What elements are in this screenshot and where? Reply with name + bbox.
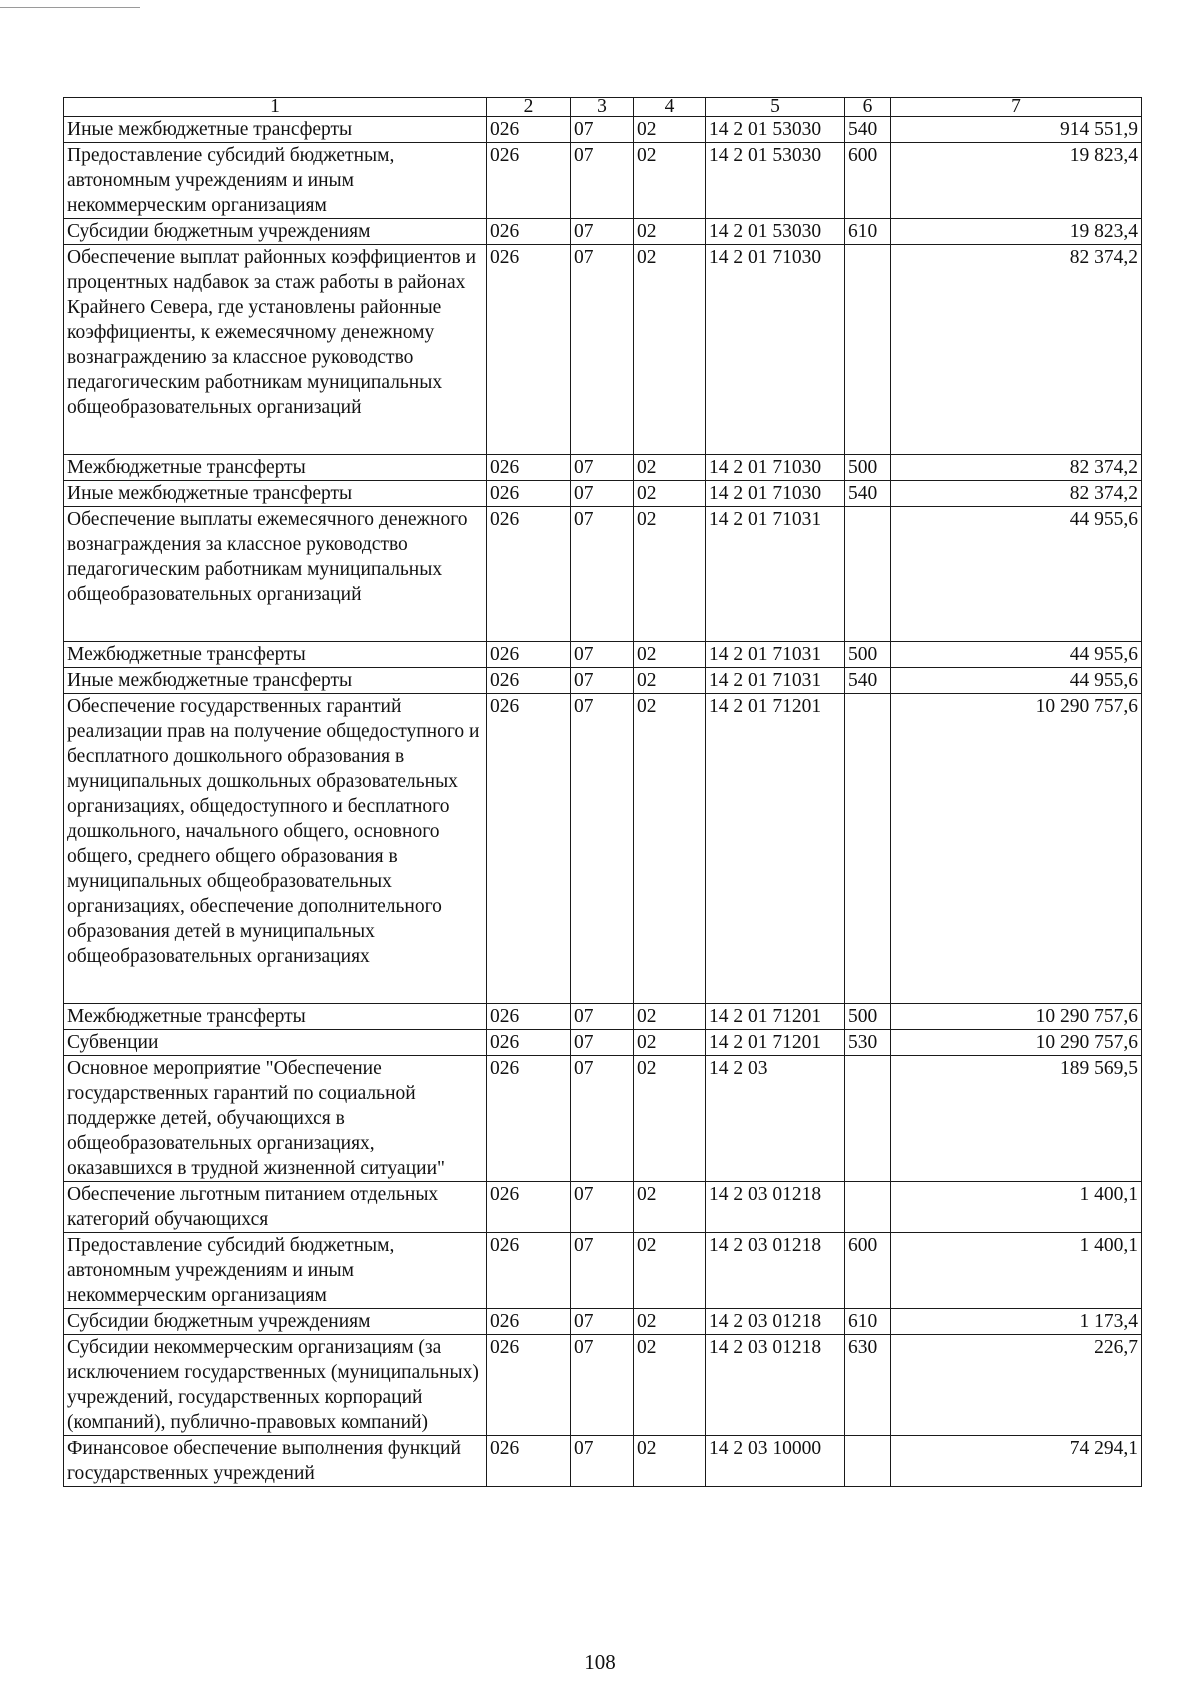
amount-cell: 44 955,6 xyxy=(891,507,1142,642)
amount-cell: 44 955,6 xyxy=(891,642,1142,668)
row-name-cell: Обеспечение выплат районных коэффициентов и процентных надбавок за стаж работы в районах Крайнего Севера, где установлены районные коэффициенты, к ежемесячному денежному вознаграждению за классное руководство педагогическим работникам муниципальных общеобразовательных организаций xyxy=(64,245,487,455)
amount-cell: 914 551,9 xyxy=(891,117,1142,143)
section-cell: 026 xyxy=(487,481,571,507)
table-row xyxy=(64,245,1142,455)
table-row xyxy=(64,1309,1142,1335)
row-name-cell: Обеспечение государственных гарантий реализации прав на получение общедоступного и бесплатного дошкольного образования в муниципальных дошкольных образовательных организациях, общедоступного и бесплатного дошкольного, начального общего, основного общего, среднего общего образования в муниципальных общеобразовательных организациях, обеспечение дополнительного образования детей в муниципальных общеобразовательных организациях xyxy=(64,694,487,1004)
section-cell: 026 xyxy=(487,1233,571,1309)
expense-type-cell xyxy=(845,1436,891,1487)
header-cell: 5 xyxy=(706,98,845,117)
section-cell: 026 xyxy=(487,219,571,245)
group-cell: 02 xyxy=(634,481,706,507)
amount-cell: 226,7 xyxy=(891,1335,1142,1436)
table-row xyxy=(64,668,1142,694)
amount-cell: 44 955,6 xyxy=(891,668,1142,694)
row-name-cell: Субвенции xyxy=(64,1030,487,1056)
row-name-cell: Обеспечение выплаты ежемесячного денежного вознаграждения за классное руководство педагогическим работникам муниципальных общеобразовательных организаций xyxy=(64,507,487,642)
row-name-cell: Предоставление субсидий бюджетным, автономным учреждениям и иным некоммерческим организациям xyxy=(64,143,487,219)
subsection-cell: 07 xyxy=(571,245,634,455)
group-cell: 02 xyxy=(634,668,706,694)
group-cell: 02 xyxy=(634,1056,706,1182)
target-article-cell: 14 2 01 71201 xyxy=(706,694,845,1004)
table-row xyxy=(64,1335,1142,1436)
target-article-cell: 14 2 03 01218 xyxy=(706,1309,845,1335)
expense-type-cell: 530 xyxy=(845,1030,891,1056)
subsection-cell: 07 xyxy=(571,143,634,219)
page-number: 108 xyxy=(584,1650,616,1674)
expense-type-cell: 600 xyxy=(845,143,891,219)
target-article-cell: 14 2 01 71031 xyxy=(706,507,845,642)
amount-cell: 189 569,5 xyxy=(891,1056,1142,1182)
amount-cell: 1 400,1 xyxy=(891,1233,1142,1309)
group-cell: 02 xyxy=(634,455,706,481)
row-name-cell: Субсидии некоммерческим организациям (за исключением государственных (муниципальных) учреждений, государственных корпораций (компаний), публично-правовых компаний) xyxy=(64,1335,487,1436)
expense-type-cell: 500 xyxy=(845,1004,891,1030)
target-article-cell: 14 2 01 71201 xyxy=(706,1030,845,1056)
target-article-cell: 14 2 01 71030 xyxy=(706,481,845,507)
expense-type-cell: 600 xyxy=(845,1233,891,1309)
header-cell: 2 xyxy=(487,98,571,117)
row-name-cell: Межбюджетные трансферты xyxy=(64,455,487,481)
expense-type-cell: 540 xyxy=(845,117,891,143)
target-article-cell: 14 2 01 53030 xyxy=(706,117,845,143)
group-cell: 02 xyxy=(634,1182,706,1233)
row-name-cell: Финансовое обеспечение выполнения функций государственных учреждений xyxy=(64,1436,487,1487)
expense-type-cell: 500 xyxy=(845,455,891,481)
table-row xyxy=(64,1030,1142,1056)
section-cell: 026 xyxy=(487,642,571,668)
subsection-cell: 07 xyxy=(571,1030,634,1056)
table-row xyxy=(64,642,1142,668)
amount-cell: 82 374,2 xyxy=(891,245,1142,455)
amount-cell: 1 173,4 xyxy=(891,1309,1142,1335)
table-row xyxy=(64,507,1142,642)
group-cell: 02 xyxy=(634,1309,706,1335)
section-cell: 026 xyxy=(487,1030,571,1056)
subsection-cell: 07 xyxy=(571,507,634,642)
subsection-cell: 07 xyxy=(571,1004,634,1030)
group-cell: 02 xyxy=(634,1436,706,1487)
table-row xyxy=(64,1233,1142,1309)
table-row xyxy=(64,1004,1142,1030)
expense-type-cell: 610 xyxy=(845,1309,891,1335)
amount-cell: 10 290 757,6 xyxy=(891,694,1142,1004)
row-name-cell: Межбюджетные трансферты xyxy=(64,1004,487,1030)
header-cell: 3 xyxy=(571,98,634,117)
subsection-cell: 07 xyxy=(571,1233,634,1309)
row-name-cell: Предоставление субсидий бюджетным, автономным учреждениям и иным некоммерческим организациям xyxy=(64,1233,487,1309)
row-name-cell: Субсидии бюджетным учреждениям xyxy=(64,219,487,245)
subsection-cell: 07 xyxy=(571,117,634,143)
section-cell: 026 xyxy=(487,507,571,642)
header-cell: 4 xyxy=(634,98,706,117)
target-article-cell: 14 2 03 10000 xyxy=(706,1436,845,1487)
section-cell: 026 xyxy=(487,1004,571,1030)
target-article-cell: 14 2 03 xyxy=(706,1056,845,1182)
group-cell: 02 xyxy=(634,642,706,668)
subsection-cell: 07 xyxy=(571,1436,634,1487)
table-row xyxy=(64,481,1142,507)
section-cell: 026 xyxy=(487,668,571,694)
group-cell: 02 xyxy=(634,245,706,455)
section-cell: 026 xyxy=(487,694,571,1004)
target-article-cell: 14 2 03 01218 xyxy=(706,1182,845,1233)
row-name-cell: Обеспечение льготным питанием отдельных категорий обучающихся xyxy=(64,1182,487,1233)
table-row xyxy=(64,1056,1142,1182)
target-article-cell: 14 2 01 53030 xyxy=(706,219,845,245)
row-name-cell: Основное мероприятие "Обеспечение государственных гарантий по социальной поддержке детей, обучающихся в общеобразовательных организациях, оказавшихся в трудной жизненной ситуации" xyxy=(64,1056,487,1182)
amount-cell: 10 290 757,6 xyxy=(891,1030,1142,1056)
expense-type-cell: 630 xyxy=(845,1335,891,1436)
expense-type-cell xyxy=(845,1182,891,1233)
expense-type-cell xyxy=(845,507,891,642)
expense-type-cell xyxy=(845,245,891,455)
section-cell: 026 xyxy=(487,117,571,143)
amount-cell: 19 823,4 xyxy=(891,143,1142,219)
group-cell: 02 xyxy=(634,117,706,143)
subsection-cell: 07 xyxy=(571,1056,634,1182)
table-row xyxy=(64,219,1142,245)
header-cell: 6 xyxy=(845,98,891,117)
section-cell: 026 xyxy=(487,1436,571,1487)
group-cell: 02 xyxy=(634,1335,706,1436)
subsection-cell: 07 xyxy=(571,1335,634,1436)
subsection-cell: 07 xyxy=(571,1182,634,1233)
subsection-cell: 07 xyxy=(571,481,634,507)
table-row xyxy=(64,455,1142,481)
subsection-cell: 07 xyxy=(571,668,634,694)
section-cell: 026 xyxy=(487,143,571,219)
section-cell: 026 xyxy=(487,1309,571,1335)
expense-type-cell: 610 xyxy=(845,219,891,245)
group-cell: 02 xyxy=(634,1233,706,1309)
row-name-cell: Субсидии бюджетным учреждениям xyxy=(64,1309,487,1335)
group-cell: 02 xyxy=(634,143,706,219)
amount-cell: 1 400,1 xyxy=(891,1182,1142,1233)
target-article-cell: 14 2 01 71030 xyxy=(706,245,845,455)
table-row xyxy=(64,1436,1142,1487)
section-cell: 026 xyxy=(487,245,571,455)
target-article-cell: 14 2 03 01218 xyxy=(706,1335,845,1436)
amount-cell: 82 374,2 xyxy=(891,481,1142,507)
table-row xyxy=(64,143,1142,219)
amount-cell: 10 290 757,6 xyxy=(891,1004,1142,1030)
target-article-cell: 14 2 01 53030 xyxy=(706,143,845,219)
scan-artifact-line xyxy=(0,7,140,8)
expense-type-cell: 540 xyxy=(845,668,891,694)
row-name-cell: Межбюджетные трансферты xyxy=(64,642,487,668)
target-article-cell: 14 2 01 71031 xyxy=(706,668,845,694)
subsection-cell: 07 xyxy=(571,642,634,668)
amount-cell: 74 294,1 xyxy=(891,1436,1142,1487)
group-cell: 02 xyxy=(634,219,706,245)
row-name-cell: Иные межбюджетные трансферты xyxy=(64,481,487,507)
subsection-cell: 07 xyxy=(571,219,634,245)
header-cell: 7 xyxy=(891,98,1142,117)
expense-type-cell xyxy=(845,1056,891,1182)
row-name-cell: Иные межбюджетные трансферты xyxy=(64,117,487,143)
amount-cell: 82 374,2 xyxy=(891,455,1142,481)
section-cell: 026 xyxy=(487,1335,571,1436)
target-article-cell: 14 2 01 71030 xyxy=(706,455,845,481)
subsection-cell: 07 xyxy=(571,455,634,481)
table-row xyxy=(64,694,1142,1004)
table-row xyxy=(64,117,1142,143)
budget-table xyxy=(63,97,1142,1487)
row-name-cell: Иные межбюджетные трансферты xyxy=(64,668,487,694)
section-cell: 026 xyxy=(487,1056,571,1182)
group-cell: 02 xyxy=(634,1004,706,1030)
group-cell: 02 xyxy=(634,694,706,1004)
group-cell: 02 xyxy=(634,507,706,642)
header-row xyxy=(64,98,1142,117)
expense-type-cell: 500 xyxy=(845,642,891,668)
amount-cell: 19 823,4 xyxy=(891,219,1142,245)
target-article-cell: 14 2 01 71201 xyxy=(706,1004,845,1030)
table-row xyxy=(64,1182,1142,1233)
subsection-cell: 07 xyxy=(571,694,634,1004)
header-cell: 1 xyxy=(64,98,487,117)
section-cell: 026 xyxy=(487,455,571,481)
section-cell: 026 xyxy=(487,1182,571,1233)
expense-type-cell xyxy=(845,694,891,1004)
subsection-cell: 07 xyxy=(571,1309,634,1335)
expense-type-cell: 540 xyxy=(845,481,891,507)
group-cell: 02 xyxy=(634,1030,706,1056)
target-article-cell: 14 2 03 01218 xyxy=(706,1233,845,1309)
target-article-cell: 14 2 01 71031 xyxy=(706,642,845,668)
